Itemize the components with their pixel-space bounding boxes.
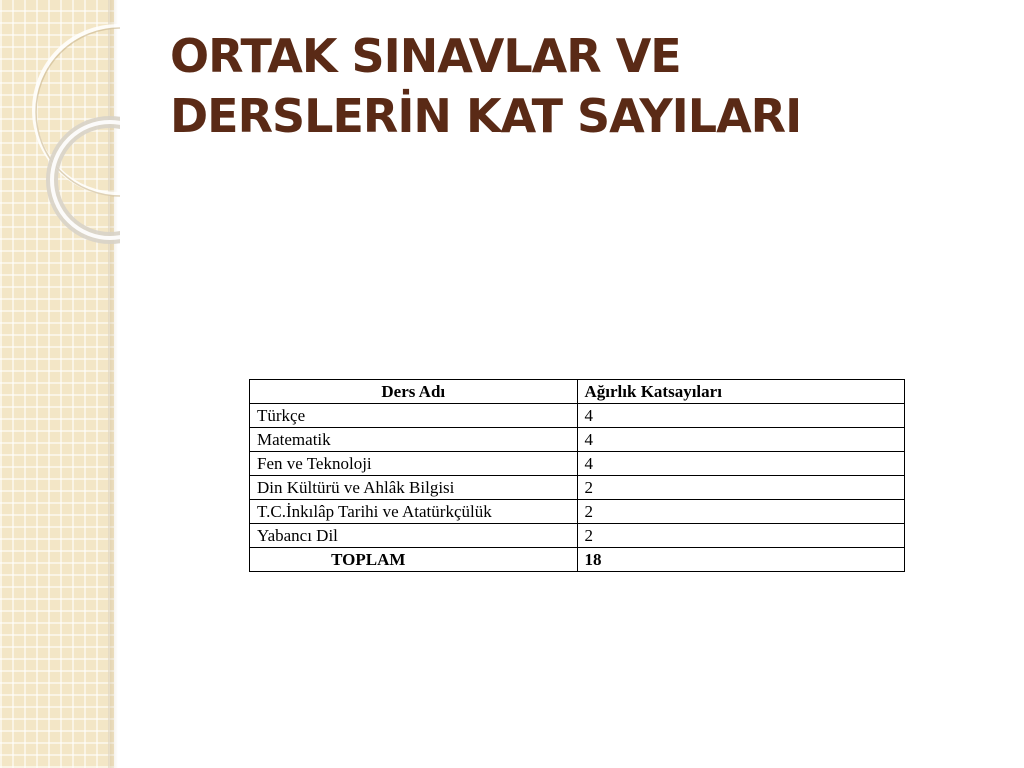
slide-title-line-1: ORTAK SINAVLAR VE	[170, 29, 681, 83]
course-name-cell: Türkçe	[250, 404, 578, 428]
decorative-rings	[0, 0, 120, 260]
course-weights-table	[249, 379, 905, 572]
table-total-row	[250, 548, 905, 572]
weight-cell: 2	[577, 500, 905, 524]
slide-title-line-2: DERSLERİN KAT SAYILARI	[170, 89, 802, 143]
header-weight: Ağırlık Katsayıları	[577, 380, 905, 404]
total-label: TOPLAM	[331, 549, 406, 569]
table-row	[250, 404, 905, 428]
table-row	[250, 428, 905, 452]
table-header-row	[250, 380, 905, 404]
course-name-cell: T.C.İnkılâp Tarihi ve Atatürkçülük	[250, 500, 578, 524]
total-value-cell: 18	[577, 548, 905, 572]
weight-cell: 2	[577, 524, 905, 548]
slide-title	[170, 26, 990, 146]
course-name-cell: Matematik	[250, 428, 578, 452]
table-row	[250, 500, 905, 524]
course-name-cell: Yabancı Dil	[250, 524, 578, 548]
header-course-name: Ders Adı	[250, 380, 578, 404]
weight-cell: 4	[577, 404, 905, 428]
weight-cell: 4	[577, 428, 905, 452]
weight-cell: 2	[577, 476, 905, 500]
total-label-cell	[250, 548, 578, 572]
table-row	[250, 476, 905, 500]
decorative-ring-small	[52, 122, 120, 238]
decorative-ring-large	[34, 26, 120, 194]
course-name-cell: Fen ve Teknoloji	[250, 452, 578, 476]
course-name-cell: Din Kültürü ve Ahlâk Bilgisi	[250, 476, 578, 500]
table-row	[250, 524, 905, 548]
weight-cell: 4	[577, 452, 905, 476]
table-row	[250, 452, 905, 476]
